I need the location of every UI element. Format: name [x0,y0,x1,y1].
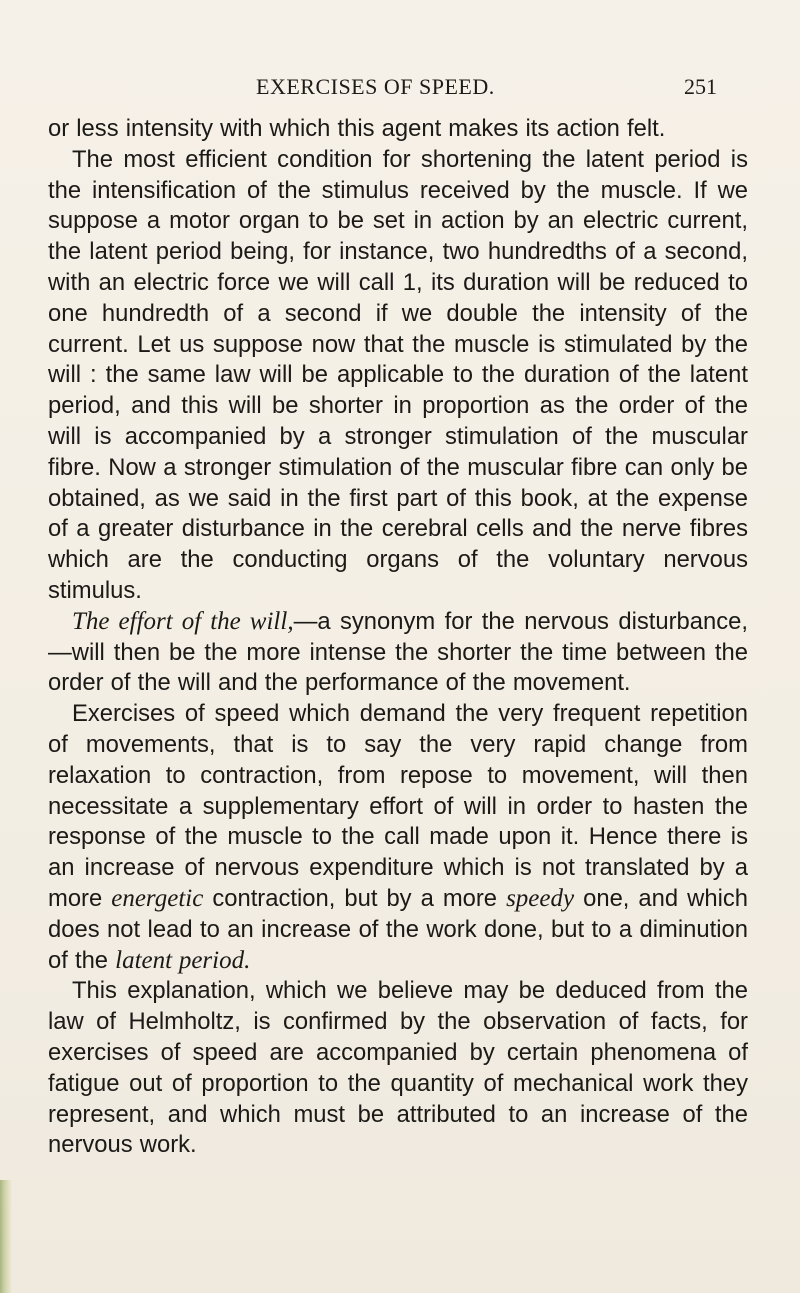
italic-word-speedy: speedy [506,884,575,912]
body-text [48,114,748,1161]
running-title: EXERCISES OF SPEED. [256,74,495,99]
paragraph-1: or less intensity with which this agent makes its action felt. [48,115,666,142]
page-number: 251 [684,74,717,99]
paragraph-4-text-c: one, and which does not lead to an increase of the work done, but to a diminution of the [48,884,748,974]
running-head [0,74,800,104]
paragraph-3-text: —a synonym for the nervous disturbance,—will then be the more intense the shorter the time between the order of the will and the performance of the movement. [48,607,748,697]
paragraph-5: This explanation, which we believe may be deduced from the law of Helmholtz, is confirmed by the observation of facts, for exercises of speed are accompanied by certain phenomena of fatigue out of proportion to the quantity of mechanical work they represent, and which must be attributed to an increase of the nervous work. [48,977,748,1159]
italic-word-energetic: energetic [111,884,204,912]
page-edge-stain [0,1180,12,1293]
paragraph-4-text-b: contraction, but by a more [203,884,507,912]
paragraph-4 [48,699,748,976]
paragraph-3 [48,607,748,699]
paragraph-2: The most efficient condition for shortening the latent period is the intensification of the stimulus received by the muscle. If we suppose a motor organ to be set in action by an electric current, the latent period being, for instance, two hundredths of a second, with an electric force we will call 1, its duration will be reduced to one hundredth of a second if we double the intensity of the current. Let us suppose now that the muscle is stimulated by the will : the same law will be applicable to the duration of the latent period, and this will be shorter in proportion as the order of the will is accompanied by a stronger stimulation of the muscular fibre. Now a stronger stimulation of the muscular fibre can only be obtained, as we said in the first part of this book, at the expense of a greater disturbance in the cerebral cells and the nerve fibres which are the conducting organs of the voluntary nervous stimulus. [48,145,748,604]
italic-phrase-effort: The effort of the will, [72,607,294,635]
paragraph-4-text-a: Exercises of speed which demand the very frequent repetition of movements, that is to say the very rapid change from relaxation to contraction, from repose to movement, will then necessitate a supplementary effort of will in order to hasten the response of the muscle to the call made upon it. Hence there is an increase of nervous expenditure which is not translated by a more [48,700,748,912]
italic-phrase-latent-period: latent period. [115,946,251,974]
